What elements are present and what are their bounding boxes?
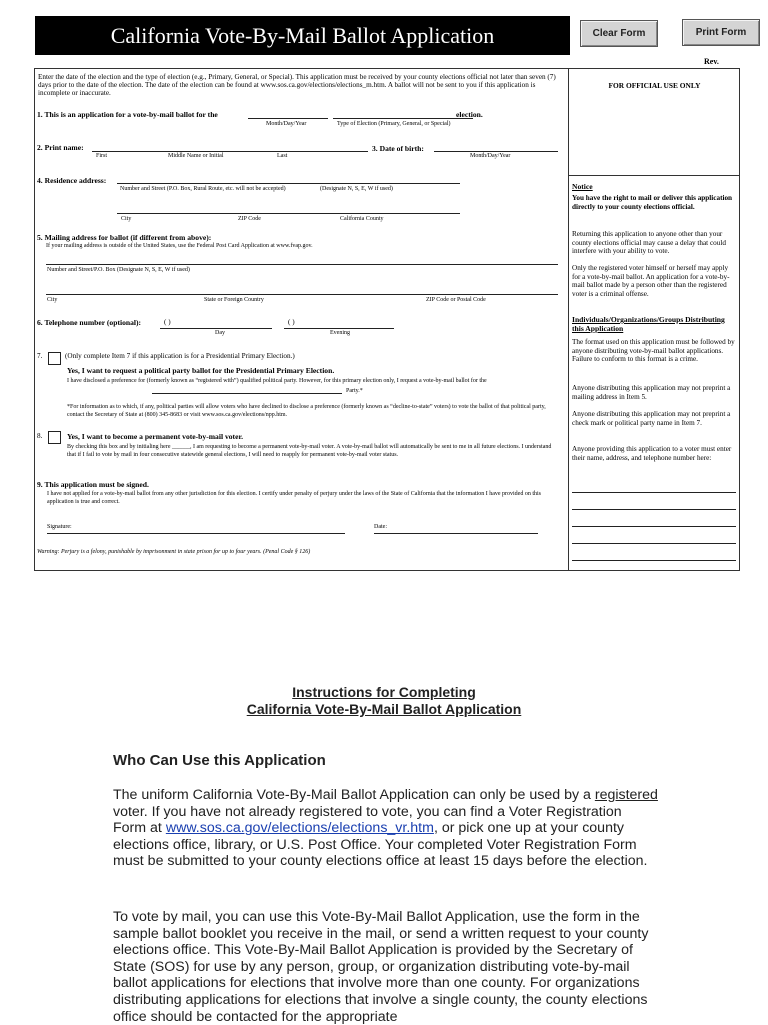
birthdate-field[interactable] bbox=[434, 151, 558, 152]
evening-caption: Evening bbox=[330, 330, 350, 336]
item7-heading: Yes, I want to request a political party ballot for the Presidential Primary Election. bbox=[67, 366, 335, 375]
type-caption: Type of Election (Primary, General, or Special) bbox=[337, 121, 451, 127]
print-form-button[interactable]: Print Form bbox=[682, 19, 760, 46]
signature-date-field[interactable] bbox=[374, 533, 538, 534]
election-type-field[interactable] bbox=[333, 118, 473, 119]
notice-paragraph-2: Only the registered voter himself or herself may apply for a vote-by-mail ballot. An application for a vote-by-mail ballot made by a person other than the registered voter is a criminal offense. bbox=[572, 264, 730, 298]
item7-footnote: *For information as to which, if any, political parties will allow voters who have declined to disclose a preference (formerly known as “decline-to-state” voters) to vote the ballot of that political party, contact the Secretary of State at (800) 345-8683 or visit www.sos.ca.gov/elections/npp.htm. bbox=[67, 404, 546, 418]
mailing-state-caption: State or Foreign Country bbox=[204, 297, 264, 303]
mailing-street-field[interactable] bbox=[46, 264, 558, 265]
column-divider bbox=[568, 68, 569, 571]
item6-label: 6. Telephone number (optional): bbox=[37, 318, 142, 327]
mailing-zip-caption: ZIP Code or Postal Code bbox=[426, 297, 486, 303]
party-ballot-checkbox[interactable] bbox=[48, 352, 61, 365]
item2-label: 2. Print name: bbox=[37, 143, 84, 152]
residence-city-field[interactable] bbox=[117, 213, 460, 214]
mailing-city-field[interactable] bbox=[46, 294, 558, 295]
city-caption: City bbox=[121, 216, 132, 222]
p1-text-c: , or pick one up at your county elections office, library, or U.S. Post Office. Your completed Voter Registration Form must be submitted to your county elections office at least 15 days before the election. bbox=[113, 820, 648, 870]
distributor-line-3[interactable] bbox=[572, 526, 736, 527]
intro-text: Enter the date of the election and the type of election (e.g., Primary, General, or Special). This application must be received by your county elections official not later than seven (7) days prior to the date of the election. The date of the election can be found at www.sos.ca.gov/elections/elections_m.htm. A ballot will not be sent to you if this application is incomplete or inaccurate. bbox=[38, 73, 556, 98]
notice-bold-text: You have the right to mail or deliver this application directly to your county elections official. bbox=[572, 194, 733, 211]
section-heading: Who Can Use this Application bbox=[113, 752, 326, 769]
designate-caption: (Designate N, S, E, W if used) bbox=[320, 186, 393, 192]
middle-caption: Middle Name or Initial bbox=[168, 153, 224, 159]
first-caption: First bbox=[96, 153, 108, 159]
voter-registration-link[interactable]: www.sos.ca.gov/elections/elections_vr.htm bbox=[165, 820, 434, 837]
date-label: Date: bbox=[374, 524, 387, 530]
orgs-paragraph-1: The format used on this application must be followed by anyone distributing vote-by-mail ballot applications. Failure to conform to this format is a crime. bbox=[572, 338, 735, 364]
last-caption: Last bbox=[277, 153, 288, 159]
distributor-line-5[interactable] bbox=[572, 560, 736, 561]
instructions-title-1: Instructions for Completing bbox=[292, 684, 476, 700]
p1-text-a: The uniform California Vote-By-Mail Ballot Application can only be used by a bbox=[113, 787, 595, 803]
instructions-paragraph-1 bbox=[113, 787, 658, 870]
date-caption: Month/Day/Year bbox=[266, 121, 307, 127]
county-caption: California County bbox=[340, 216, 384, 222]
item9-text: I have not applied for a vote-by-mail ballot from any other jurisdiction for this election. I certify under penalty of perjury under the laws of the State of California that the information I have provided on this application is true and correct. bbox=[47, 491, 542, 505]
orgs-paragraph-3: Anyone distributing this application may not preprint a check mark or political party name in Item 7. bbox=[572, 410, 731, 427]
official-use-divider bbox=[568, 175, 740, 176]
item7-note: (Only complete Item 7 if this application is for a Presidential Primary Election.) bbox=[65, 352, 295, 360]
name-field[interactable] bbox=[92, 151, 368, 152]
residence-street-field[interactable] bbox=[117, 183, 460, 184]
evening-phone-field[interactable] bbox=[284, 328, 394, 329]
registered-word: registered bbox=[594, 787, 658, 803]
notice-heading: Notice bbox=[572, 182, 593, 191]
item1-label: 1. This is an application for a vote-by-mail ballot for the bbox=[37, 110, 218, 119]
orgs-paragraph-4: Anyone providing this application to a voter must enter their name, address, and telephone number here: bbox=[572, 445, 732, 462]
item8-heading: Yes, I want to become a permanent vote-by-mail voter. bbox=[67, 432, 244, 441]
signature-label: Signature: bbox=[47, 524, 72, 530]
day-phone-field[interactable] bbox=[160, 328, 272, 329]
evening-area-code: ( ) bbox=[288, 318, 295, 326]
day-area-code: ( ) bbox=[164, 318, 171, 326]
item8-number: 8. bbox=[37, 432, 43, 440]
item7-text: I have disclosed a preference for (formerly known as “registered with”) qualified political party. However, for this primary election only, I request a vote-by-mail ballot for the bbox=[67, 378, 487, 384]
street-caption: Number and Street (P.O. Box, Rural Route, etc. will not be accepted) bbox=[120, 186, 286, 192]
distributor-line-1[interactable] bbox=[572, 492, 736, 493]
election-date-field[interactable] bbox=[248, 118, 328, 119]
signature-field[interactable] bbox=[47, 533, 345, 534]
election-word: election. bbox=[456, 110, 483, 119]
mailing-city-caption: City bbox=[47, 297, 58, 303]
form-title: California Vote-By-Mail Ballot Application bbox=[35, 16, 570, 55]
day-caption: Day bbox=[215, 330, 225, 336]
orgs-heading: Individuals/Organizations/Groups Distributing this Application bbox=[572, 315, 725, 333]
rev-label: Rev. bbox=[704, 57, 719, 66]
clear-form-button[interactable]: Clear Form bbox=[580, 20, 658, 47]
zip-caption: ZIP Code bbox=[238, 216, 261, 222]
orgs-paragraph-2: Anyone distributing this application may not preprint a mailing address in Item 5. bbox=[572, 384, 731, 401]
item5-label: 5. Mailing address for ballot (if different from above): bbox=[37, 233, 212, 242]
item7-number: 7. bbox=[37, 352, 43, 360]
p1-text-b: voter. If you have not already registered to vote, you can find a Voter Registration Form at bbox=[113, 803, 622, 837]
perjury-warning: Warning: Perjury is a felony, punishable by imprisonment in state prison for up to four years. (Penal Code § 126) bbox=[37, 549, 311, 555]
official-use-label: FOR OFFICIAL USE ONLY bbox=[608, 81, 701, 90]
item3-label: 3. Date of birth: bbox=[372, 144, 424, 153]
item9-label: 9. This application must be signed. bbox=[37, 480, 149, 489]
distributor-line-2[interactable] bbox=[572, 509, 736, 510]
item5-note: If your mailing address is outside of the United States, use the Federal Post Card Application at www.fvap.gov. bbox=[46, 243, 313, 249]
notice-paragraph-1: Returning this application to anyone other than your county elections official may cause a delay that could interfere with your ability to vote. bbox=[572, 230, 726, 256]
permanent-voter-checkbox[interactable] bbox=[48, 431, 61, 444]
item8-text: By checking this box and by initialing here ______, I am requesting to become a permanent vote-by-mail voter. A vote-by-mail ballot will automatically be sent to me in all future elections. I understand that if I fail to vote by mail in four consecutive statewide general elections, I will need to reapply for permanent vote-by-mail voter status. bbox=[67, 444, 552, 458]
birthdate-caption: Month/Day/Year bbox=[470, 153, 511, 159]
distributor-line-4[interactable] bbox=[572, 543, 736, 544]
mailing-street-caption: Number and Street/P.O. Box (Designate N, S, E, W if used) bbox=[47, 267, 190, 273]
item4-label: 4. Residence address: bbox=[37, 176, 107, 185]
party-name-field[interactable] bbox=[152, 393, 342, 394]
party-suffix: Party.* bbox=[346, 388, 363, 394]
instructions-title-2: California Vote-By-Mail Ballot Application bbox=[246, 701, 522, 717]
instructions-paragraph-2: To vote by mail, you can use this Vote-By-Mail Ballot Application, use the form in the sample ballot booklet you receive in the mail, or send a written request to your county elections office. This Vote-By-Mail Ballot Application is provided by the Secretary of State (SOS) for use by any person, group, or organization distributing vote-by-mail ballot applications for elections that involve more than one county. For organizations distributing applications for elections that involve a single county, the county elections office should be contacted for the appropriate bbox=[113, 909, 649, 1025]
